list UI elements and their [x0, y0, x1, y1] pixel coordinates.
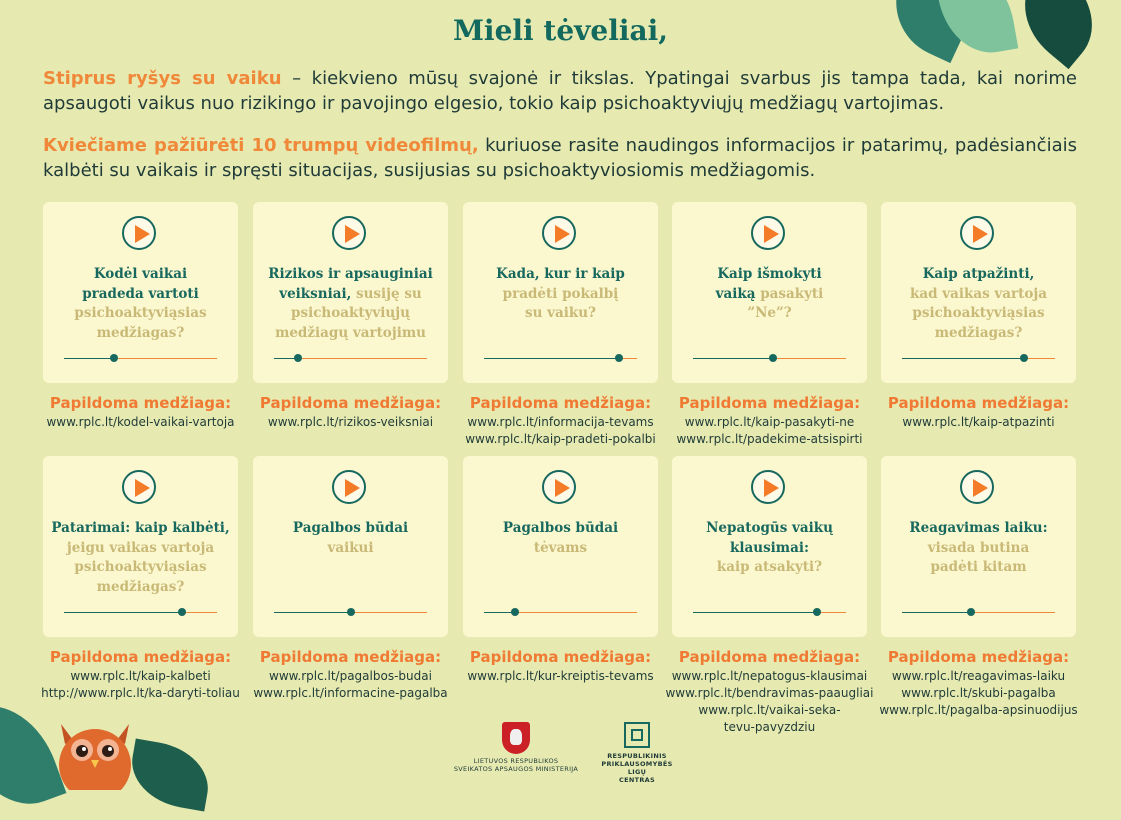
progress-played	[484, 358, 619, 359]
play-icon[interactable]	[751, 216, 785, 250]
extra-materials	[243, 393, 458, 431]
progress-remaining	[115, 358, 218, 359]
video-title-line: Kada, kur ir kaip	[496, 266, 625, 282]
extra-materials	[662, 647, 877, 736]
video-title-line: pradeda vartoti	[82, 285, 199, 302]
play-icon[interactable]	[542, 470, 576, 504]
resource-link[interactable]: www.rplc.lt/pagalba-apsinuodijus	[879, 703, 1078, 717]
extra-materials-label: Papildoma medžiaga:	[678, 394, 861, 412]
progress-remaining	[515, 612, 637, 613]
video-card[interactable]	[43, 456, 238, 637]
progress-handle[interactable]	[511, 608, 519, 616]
progress-played	[902, 612, 971, 613]
rplc-logo	[592, 722, 682, 784]
coat-of-arms-icon	[502, 722, 530, 754]
video-title-line: Pagalbos būdai	[502, 520, 619, 536]
progress-played	[64, 612, 182, 613]
video-card[interactable]	[253, 456, 448, 637]
progress-handle[interactable]	[178, 608, 186, 616]
progress-remaining	[773, 358, 846, 359]
extra-materials	[871, 647, 1086, 719]
video-card[interactable]	[43, 202, 238, 383]
video-title-line: Patarimai: kaip kalbėti,	[51, 520, 230, 536]
progress-handle[interactable]	[769, 354, 777, 362]
video-subtitle-line: tėvams	[533, 539, 588, 556]
extra-materials-label: Papildoma medžiaga:	[49, 394, 232, 412]
extra-materials-label: Papildoma medžiaga:	[259, 394, 442, 412]
play-icon[interactable]	[332, 216, 366, 250]
ministry-logo	[451, 722, 581, 773]
progress-remaining	[182, 612, 217, 613]
owl-mascot	[55, 710, 135, 790]
resource-link[interactable]: www.rplc.lt/reagavimas-laiku	[891, 669, 1066, 683]
video-card[interactable]	[881, 202, 1076, 383]
resource-link[interactable]: www.rplc.lt/skubi-pagalba	[901, 686, 1056, 700]
intro-paragraph-2	[43, 133, 1077, 183]
extra-materials	[33, 393, 248, 431]
video-title	[471, 519, 650, 558]
ministry-name-line-1: LIETUVOS RESPUBLIKOS	[473, 757, 559, 765]
progress-handle[interactable]	[110, 354, 118, 362]
video-title-line	[261, 285, 440, 305]
extra-materials-label: Papildoma medžiaga:	[469, 394, 652, 412]
extra-materials-label: Papildoma medžiaga:	[469, 648, 652, 666]
rplc-emblem-icon	[624, 722, 650, 748]
progress-remaining	[298, 358, 427, 359]
progress-remaining	[817, 612, 846, 613]
video-subtitle-line: su vaiku?	[525, 305, 596, 321]
video-progress-bar[interactable]	[693, 612, 846, 613]
video-subtitle-line: psichoaktyviąsias	[912, 305, 1045, 321]
progress-played	[693, 358, 773, 359]
video-progress-bar[interactable]	[64, 612, 217, 613]
resource-link[interactable]: www.rplc.lt/kodel-vaikai-vartoja	[46, 415, 235, 429]
play-icon[interactable]	[122, 216, 156, 250]
video-subtitle-line: visada butina	[927, 539, 1030, 556]
video-card[interactable]	[672, 456, 867, 637]
video-title	[680, 519, 859, 578]
leaf-decoration	[125, 739, 214, 812]
progress-handle[interactable]	[813, 608, 821, 616]
progress-played	[64, 358, 114, 359]
video-subtitle-line: medžiagas?	[96, 324, 185, 341]
progress-handle[interactable]	[967, 608, 975, 616]
extra-materials	[453, 647, 668, 685]
play-icon[interactable]	[122, 470, 156, 504]
video-progress-bar[interactable]	[902, 612, 1055, 613]
rplc-name-line-1: RESPUBLIKINIS	[607, 752, 667, 760]
intro-highlight-2: Kviečiame pažiūrėti 10 trumpų videofilmų,	[43, 135, 479, 156]
play-icon[interactable]	[542, 216, 576, 250]
video-title-line: Nepatogūs vaikų	[706, 520, 833, 536]
video-card[interactable]	[253, 202, 448, 383]
video-title-line: Kaip išmokyti	[717, 266, 822, 282]
video-subtitle-line: kad vaikas vartoja	[910, 285, 1047, 302]
extra-materials	[33, 647, 248, 702]
extra-materials	[453, 393, 668, 448]
video-progress-bar[interactable]	[902, 358, 1055, 359]
video-card[interactable]	[463, 202, 658, 383]
video-progress-bar[interactable]	[274, 358, 427, 359]
video-progress-bar[interactable]	[64, 358, 217, 359]
resource-link[interactable]: www.rplc.lt/vaikai-seka-	[698, 703, 841, 717]
page-title: Mieli tėveliai,	[452, 14, 669, 47]
extra-materials	[662, 393, 877, 448]
video-title-fragment: vaiką	[715, 285, 756, 302]
extra-materials-label: Papildoma medžiaga:	[259, 648, 442, 666]
progress-handle[interactable]	[1020, 354, 1028, 362]
extra-materials-label: Papildoma medžiaga:	[678, 648, 861, 666]
video-title	[889, 519, 1068, 578]
video-title-line: Kodėl vaikai	[93, 266, 188, 282]
video-subtitle-line: psichoaktyviąsias	[74, 305, 207, 321]
video-title	[261, 519, 440, 558]
video-title-fragment: veiksniai,	[279, 285, 352, 302]
video-subtitle-line: vaikui	[327, 539, 374, 556]
progress-handle[interactable]	[347, 608, 355, 616]
resource-link[interactable]: www.rplc.lt/rizikos-veiksniai	[267, 415, 434, 429]
intro-paragraph-1	[43, 66, 1077, 116]
video-subtitle-line: medžiagas?	[934, 324, 1023, 341]
video-title-line: klausimai:	[730, 539, 809, 556]
video-title	[471, 265, 650, 324]
video-subtitle-line: kaip atsakyti?	[716, 559, 823, 575]
video-subtitle-line: padėti kitam	[930, 559, 1027, 575]
resource-link[interactable]: www.rplc.lt/pagalbos-budai	[269, 669, 432, 683]
video-title-line: Kaip atpažinti,	[922, 266, 1035, 282]
video-subtitle-line: jeigu vaikas vartoja	[66, 539, 215, 556]
rplc-name-line-3: CENTRAS	[619, 776, 655, 784]
video-card[interactable]	[672, 202, 867, 383]
video-title	[51, 519, 230, 597]
resource-link[interactable]: www.rplc.lt/nepatogus-klausimai	[671, 669, 868, 683]
play-icon[interactable]	[960, 470, 994, 504]
video-subtitle-line: medžiagų vartojimu	[275, 324, 426, 341]
video-title-line	[680, 285, 859, 305]
play-icon[interactable]	[960, 216, 994, 250]
video-subtitle-fragment: pasakyti	[760, 285, 824, 302]
video-title	[261, 265, 440, 343]
extra-materials	[871, 393, 1086, 431]
progress-played	[693, 612, 817, 613]
progress-handle[interactable]	[615, 354, 623, 362]
video-subtitle-line: medžiagas?	[96, 578, 185, 595]
resource-link[interactable]: http://www.rplc.lt/ka-daryti-toliau	[41, 686, 240, 700]
resource-link[interactable]: www.rplc.lt/kaip-kalbeti	[70, 669, 211, 683]
video-card[interactable]	[463, 456, 658, 637]
video-title-line: Rizikos ir apsauginiai	[268, 266, 433, 282]
extra-materials-label: Papildoma medžiaga:	[887, 394, 1070, 412]
progress-remaining	[351, 612, 428, 613]
video-title-line: Pagalbos būdai	[292, 520, 409, 536]
intro-text-2: kuriuose rasite naudingos informacijos ir patarimų, padėsiančiais kalbėti su vaikais ir spręsti situacijas, susijusias su psichoaktyviosiomis medžiagomis.	[43, 135, 1077, 181]
resource-link[interactable]: www.rplc.lt/kur-kreiptis-tevams	[467, 669, 654, 683]
video-card[interactable]	[881, 456, 1076, 637]
video-title	[680, 265, 859, 324]
ministry-name-line-2: SVEIKATOS APSAUGOS MINISTERIJA	[453, 765, 579, 773]
rplc-name-line-2: PRIKLAUSOMYBĖS LIGŲ	[601, 760, 673, 776]
progress-remaining	[1024, 358, 1055, 359]
video-title	[889, 265, 1068, 343]
extra-materials	[243, 647, 458, 702]
resource-link[interactable]: www.rplc.lt/kaip-pradeti-pokalbi	[465, 432, 656, 446]
video-progress-bar[interactable]	[484, 612, 637, 613]
progress-remaining	[971, 612, 1055, 613]
resource-link[interactable]: www.rplc.lt/informacija-tevams	[467, 415, 654, 429]
video-title	[51, 265, 230, 343]
video-progress-bar[interactable]	[484, 358, 637, 359]
resource-link[interactable]: www.rplc.lt/padekime-atsispirti	[676, 432, 863, 446]
play-icon[interactable]	[751, 470, 785, 504]
resource-link[interactable]: www.rplc.lt/informacine-pagalba	[253, 686, 448, 700]
video-progress-bar[interactable]	[274, 612, 427, 613]
resource-link[interactable]: www.rplc.lt/kaip-atpazinti	[902, 415, 1055, 429]
video-title-line: Reagavimas laiku:	[909, 520, 1048, 536]
intro-text-1: – kiekvieno mūsų svajonė ir tikslas. Ypatingai svarbus jis tampa tada, kai norime apsaugoti vaikus nuo rizikingo ir pavojingo elgesio, tokio kaip psichoaktyviųjų medžiagų vartojimas.	[43, 68, 1077, 114]
video-subtitle-line: psichoaktyviųjų	[291, 305, 410, 321]
progress-played	[902, 358, 1024, 359]
video-subtitle-line: ”Ne”?	[747, 305, 792, 321]
video-progress-bar[interactable]	[693, 358, 846, 359]
progress-handle[interactable]	[294, 354, 302, 362]
extra-materials-label: Papildoma medžiaga:	[49, 648, 232, 666]
resource-link[interactable]: www.rplc.lt/kaip-pasakyti-ne	[684, 415, 855, 429]
video-subtitle-line: psichoaktyviąsias	[74, 559, 207, 575]
extra-materials-label: Papildoma medžiaga:	[887, 648, 1070, 666]
resource-link[interactable]: www.rplc.lt/bendravimas-paaugliai	[665, 686, 874, 700]
intro-highlight-1: Stiprus ryšys su vaiku	[43, 68, 282, 89]
resource-link[interactable]: tevu-pavyzdziu	[723, 720, 816, 734]
progress-played	[484, 612, 515, 613]
progress-played	[274, 612, 351, 613]
video-subtitle-fragment: susiję su	[356, 285, 422, 302]
play-icon[interactable]	[332, 470, 366, 504]
video-subtitle-line: pradėti pokalbį	[502, 285, 619, 302]
